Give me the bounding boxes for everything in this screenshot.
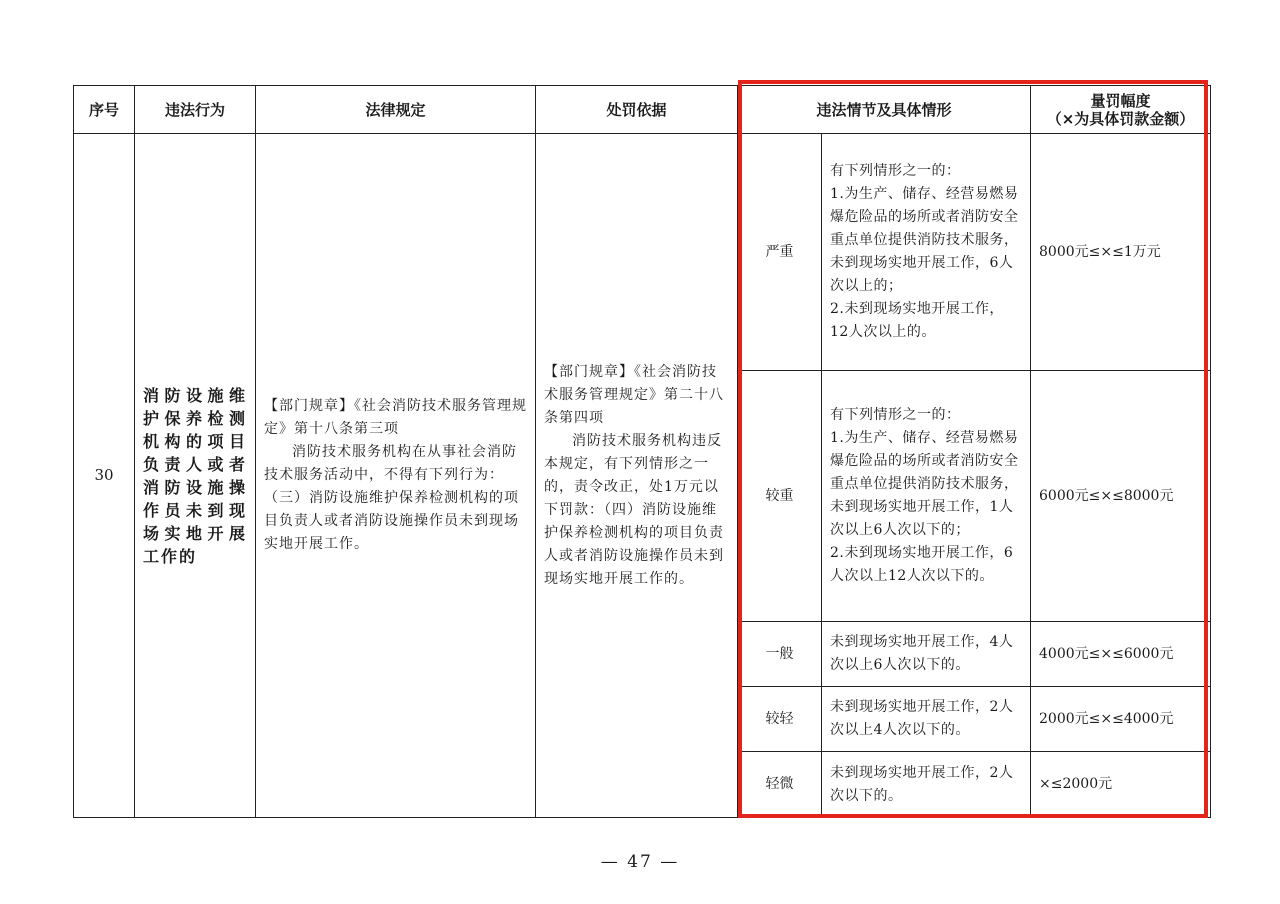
row-seq: 30 <box>74 134 135 818</box>
fine-range: 2000元≤×≤4000元 <box>1031 687 1211 752</box>
header-circumstances: 违法情节及具体情形 <box>738 86 1031 134</box>
page-number: — 47 — <box>600 852 680 872</box>
level-label: 较轻 <box>738 687 822 752</box>
law-source: 【部门规章】《社会消防技术服务管理规定》第十八条第三项 <box>264 398 527 437</box>
header-penalty-basis: 处罚依据 <box>536 86 738 134</box>
level-detail-text: 未到现场实地开展工作，2人次以上4人次以下的。 <box>830 699 1014 738</box>
header-violation: 违法行为 <box>135 86 256 134</box>
table-row-level-1 <box>74 134 1211 371</box>
level-detail-text: 未到现场实地开展工作，2人次以下的。 <box>830 764 1014 804</box>
law-cell <box>256 134 536 818</box>
level-detail <box>822 622 1031 687</box>
level-detail-text: 有下列情形之一的： 1.为生产、储存、经营易燃易爆危险品的场所或者消防安全重点单位提供消防技术服务，未到现场实地开展工作，6人次以上的； 2.未到现场实地开展工作，12人次以上的。 <box>830 163 1019 340</box>
law-text: 消防技术服务机构在从事社会消防技术服务活动中，不得有下列行为：（三）消防设施维护保养检测机构的项目负责人或者消防设施操作员未到现场实地开展工作。 <box>264 444 519 552</box>
header-range <box>1031 86 1211 134</box>
penalty-table-container <box>73 85 1211 818</box>
basis-source: 【部门规章】《社会消防技术服务管理规定》第二十八条第四项 <box>544 363 724 426</box>
level-detail <box>822 752 1031 818</box>
header-range-line1: 量罚幅度 <box>1090 91 1151 110</box>
level-detail <box>822 134 1031 371</box>
violation-cell: 消防设施维护保养检测机构的项目负责人或者消防设施操作员未到现场实地开展工作的 <box>135 134 256 818</box>
header-seq: 序号 <box>74 86 135 134</box>
fine-range: 4000元≤×≤6000元 <box>1031 622 1211 687</box>
penalty-table <box>73 85 1211 818</box>
header-law: 法律规定 <box>256 86 536 134</box>
basis-text: 消防技术服务机构违反本规定，有下列情形之一的，责令改正，处1万元以下罚款：（四）消防设施维护保养检测机构的项目负责人或者消防设施操作员未到现场实地开展工作的。 <box>544 432 724 587</box>
level-detail-text: 未到现场实地开展工作，4人次以上6人次以下的。 <box>830 634 1014 673</box>
header-row <box>74 86 1211 134</box>
level-label: 一般 <box>738 622 822 687</box>
level-label: 严重 <box>738 134 822 371</box>
header-range-line2: （×为具体罚款金额） <box>1046 109 1195 128</box>
fine-range: ×≤2000元 <box>1031 752 1211 818</box>
fine-range: 6000元≤×≤8000元 <box>1031 371 1211 622</box>
level-detail-text: 有下列情形之一的： 1.为生产、储存、经营易燃易爆危险品的场所或者消防安全重点单位提供消防技术服务，未到现场实地开展工作，1人次以上6人次以下的； 2.未到现场实地开展工作，6人次以上12人次以下的。 <box>830 407 1019 584</box>
basis-cell <box>536 134 738 818</box>
fine-range: 8000元≤×≤1万元 <box>1031 134 1211 371</box>
level-label: 轻微 <box>738 752 822 818</box>
level-label: 较重 <box>738 371 822 622</box>
level-detail <box>822 687 1031 752</box>
level-detail <box>822 371 1031 622</box>
